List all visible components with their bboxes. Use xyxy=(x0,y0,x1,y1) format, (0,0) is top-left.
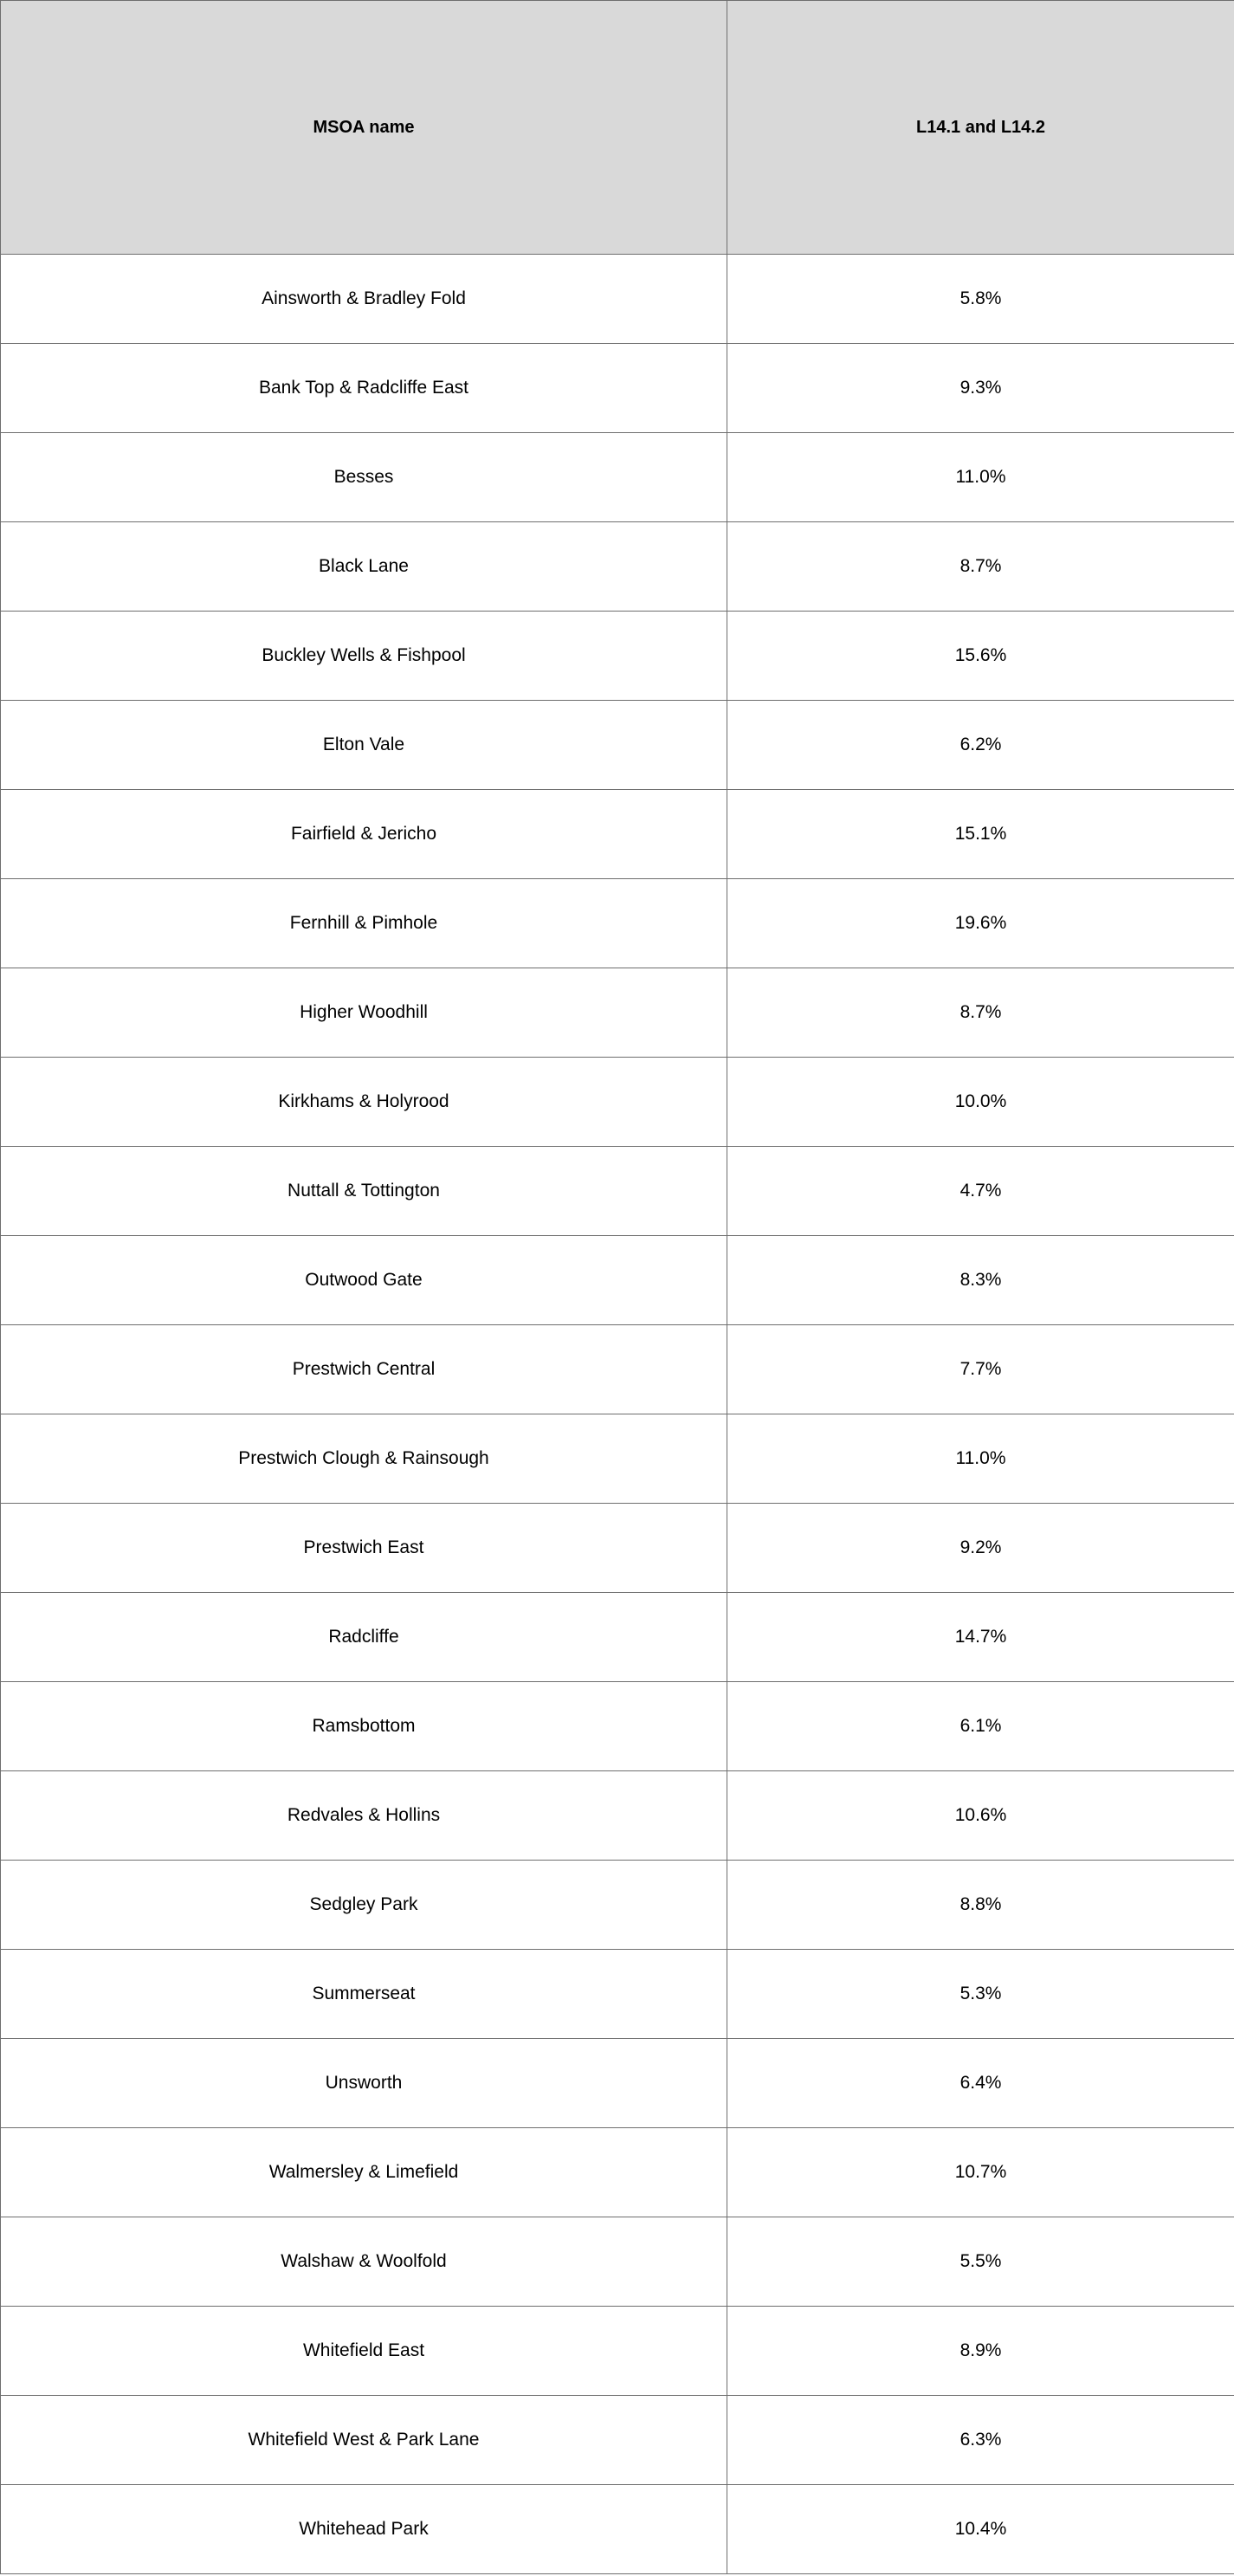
table-row xyxy=(1,344,1234,433)
msoa-name-cell: Buckley Wells & Fishpool xyxy=(1,612,727,701)
table-row xyxy=(1,1325,1234,1414)
table-row xyxy=(1,255,1234,344)
column-header-l14-value: L14.1 and L14.2 xyxy=(727,1,1234,255)
msoa-name-cell: Whitehead Park xyxy=(1,2485,727,2574)
value-cell: 4.7% xyxy=(727,1147,1234,1236)
table-row xyxy=(1,1950,1234,2039)
table-row xyxy=(1,2128,1234,2217)
table-row xyxy=(1,2217,1234,2307)
table-row xyxy=(1,522,1234,612)
table-row xyxy=(1,1771,1234,1861)
value-cell: 8.8% xyxy=(727,1861,1234,1950)
value-cell: 9.2% xyxy=(727,1504,1234,1593)
table-row xyxy=(1,968,1234,1058)
msoa-name-cell: Sedgley Park xyxy=(1,1861,727,1950)
value-cell: 5.8% xyxy=(727,255,1234,344)
msoa-name-cell: Elton Vale xyxy=(1,701,727,790)
table-row xyxy=(1,1593,1234,1682)
value-cell: 6.3% xyxy=(727,2396,1234,2485)
value-cell: 19.6% xyxy=(727,879,1234,968)
table-row xyxy=(1,1414,1234,1504)
table-row xyxy=(1,1682,1234,1771)
value-cell: 7.7% xyxy=(727,1325,1234,1414)
value-cell: 10.7% xyxy=(727,2128,1234,2217)
msoa-name-cell: Prestwich Central xyxy=(1,1325,727,1414)
value-cell: 5.5% xyxy=(727,2217,1234,2307)
value-cell: 6.1% xyxy=(727,1682,1234,1771)
msoa-name-cell: Fairfield & Jericho xyxy=(1,790,727,879)
value-cell: 9.3% xyxy=(727,344,1234,433)
value-cell: 10.4% xyxy=(727,2485,1234,2574)
msoa-name-cell: Redvales & Hollins xyxy=(1,1771,727,1861)
value-cell: 8.3% xyxy=(727,1236,1234,1325)
table-row xyxy=(1,433,1234,522)
msoa-name-cell: Besses xyxy=(1,433,727,522)
msoa-name-cell: Unsworth xyxy=(1,2039,727,2128)
table-row xyxy=(1,1147,1234,1236)
table-body xyxy=(1,255,1234,2574)
table-row xyxy=(1,701,1234,790)
value-cell: 11.0% xyxy=(727,433,1234,522)
table-row xyxy=(1,612,1234,701)
table-row xyxy=(1,1861,1234,1950)
value-cell: 14.7% xyxy=(727,1593,1234,1682)
msoa-name-cell: Black Lane xyxy=(1,522,727,612)
table-row xyxy=(1,2396,1234,2485)
msoa-name-cell: Fernhill & Pimhole xyxy=(1,879,727,968)
value-cell: 8.9% xyxy=(727,2307,1234,2396)
msoa-name-cell: Prestwich East xyxy=(1,1504,727,1593)
msoa-name-cell: Summerseat xyxy=(1,1950,727,2039)
value-cell: 15.1% xyxy=(727,790,1234,879)
table-row xyxy=(1,790,1234,879)
value-cell: 11.0% xyxy=(727,1414,1234,1504)
value-cell: 10.6% xyxy=(727,1771,1234,1861)
value-cell: 6.2% xyxy=(727,701,1234,790)
msoa-name-cell: Kirkhams & Holyrood xyxy=(1,1058,727,1147)
column-header-msoa-name: MSOA name xyxy=(1,1,727,255)
table-row xyxy=(1,1058,1234,1147)
table-row xyxy=(1,1504,1234,1593)
value-cell: 15.6% xyxy=(727,612,1234,701)
value-cell: 8.7% xyxy=(727,522,1234,612)
msoa-name-cell: Outwood Gate xyxy=(1,1236,727,1325)
msoa-name-cell: Ramsbottom xyxy=(1,1682,727,1771)
msoa-name-cell: Walmersley & Limefield xyxy=(1,2128,727,2217)
msoa-name-cell: Higher Woodhill xyxy=(1,968,727,1058)
msoa-name-cell: Walshaw & Woolfold xyxy=(1,2217,727,2307)
msoa-name-cell: Whitefield West & Park Lane xyxy=(1,2396,727,2485)
msoa-name-cell: Bank Top & Radcliffe East xyxy=(1,344,727,433)
msoa-name-cell: Prestwich Clough & Rainsough xyxy=(1,1414,727,1504)
msoa-name-cell: Ainsworth & Bradley Fold xyxy=(1,255,727,344)
table-row xyxy=(1,2039,1234,2128)
msoa-name-cell: Nuttall & Tottington xyxy=(1,1147,727,1236)
value-cell: 5.3% xyxy=(727,1950,1234,2039)
value-cell: 6.4% xyxy=(727,2039,1234,2128)
table-row xyxy=(1,2485,1234,2574)
msoa-name-cell: Radcliffe xyxy=(1,1593,727,1682)
header-row xyxy=(1,1,1234,255)
table-row xyxy=(1,2307,1234,2396)
table-row xyxy=(1,1236,1234,1325)
msoa-name-cell: Whitefield East xyxy=(1,2307,727,2396)
value-cell: 8.7% xyxy=(727,968,1234,1058)
table-row xyxy=(1,879,1234,968)
value-cell: 10.0% xyxy=(727,1058,1234,1147)
